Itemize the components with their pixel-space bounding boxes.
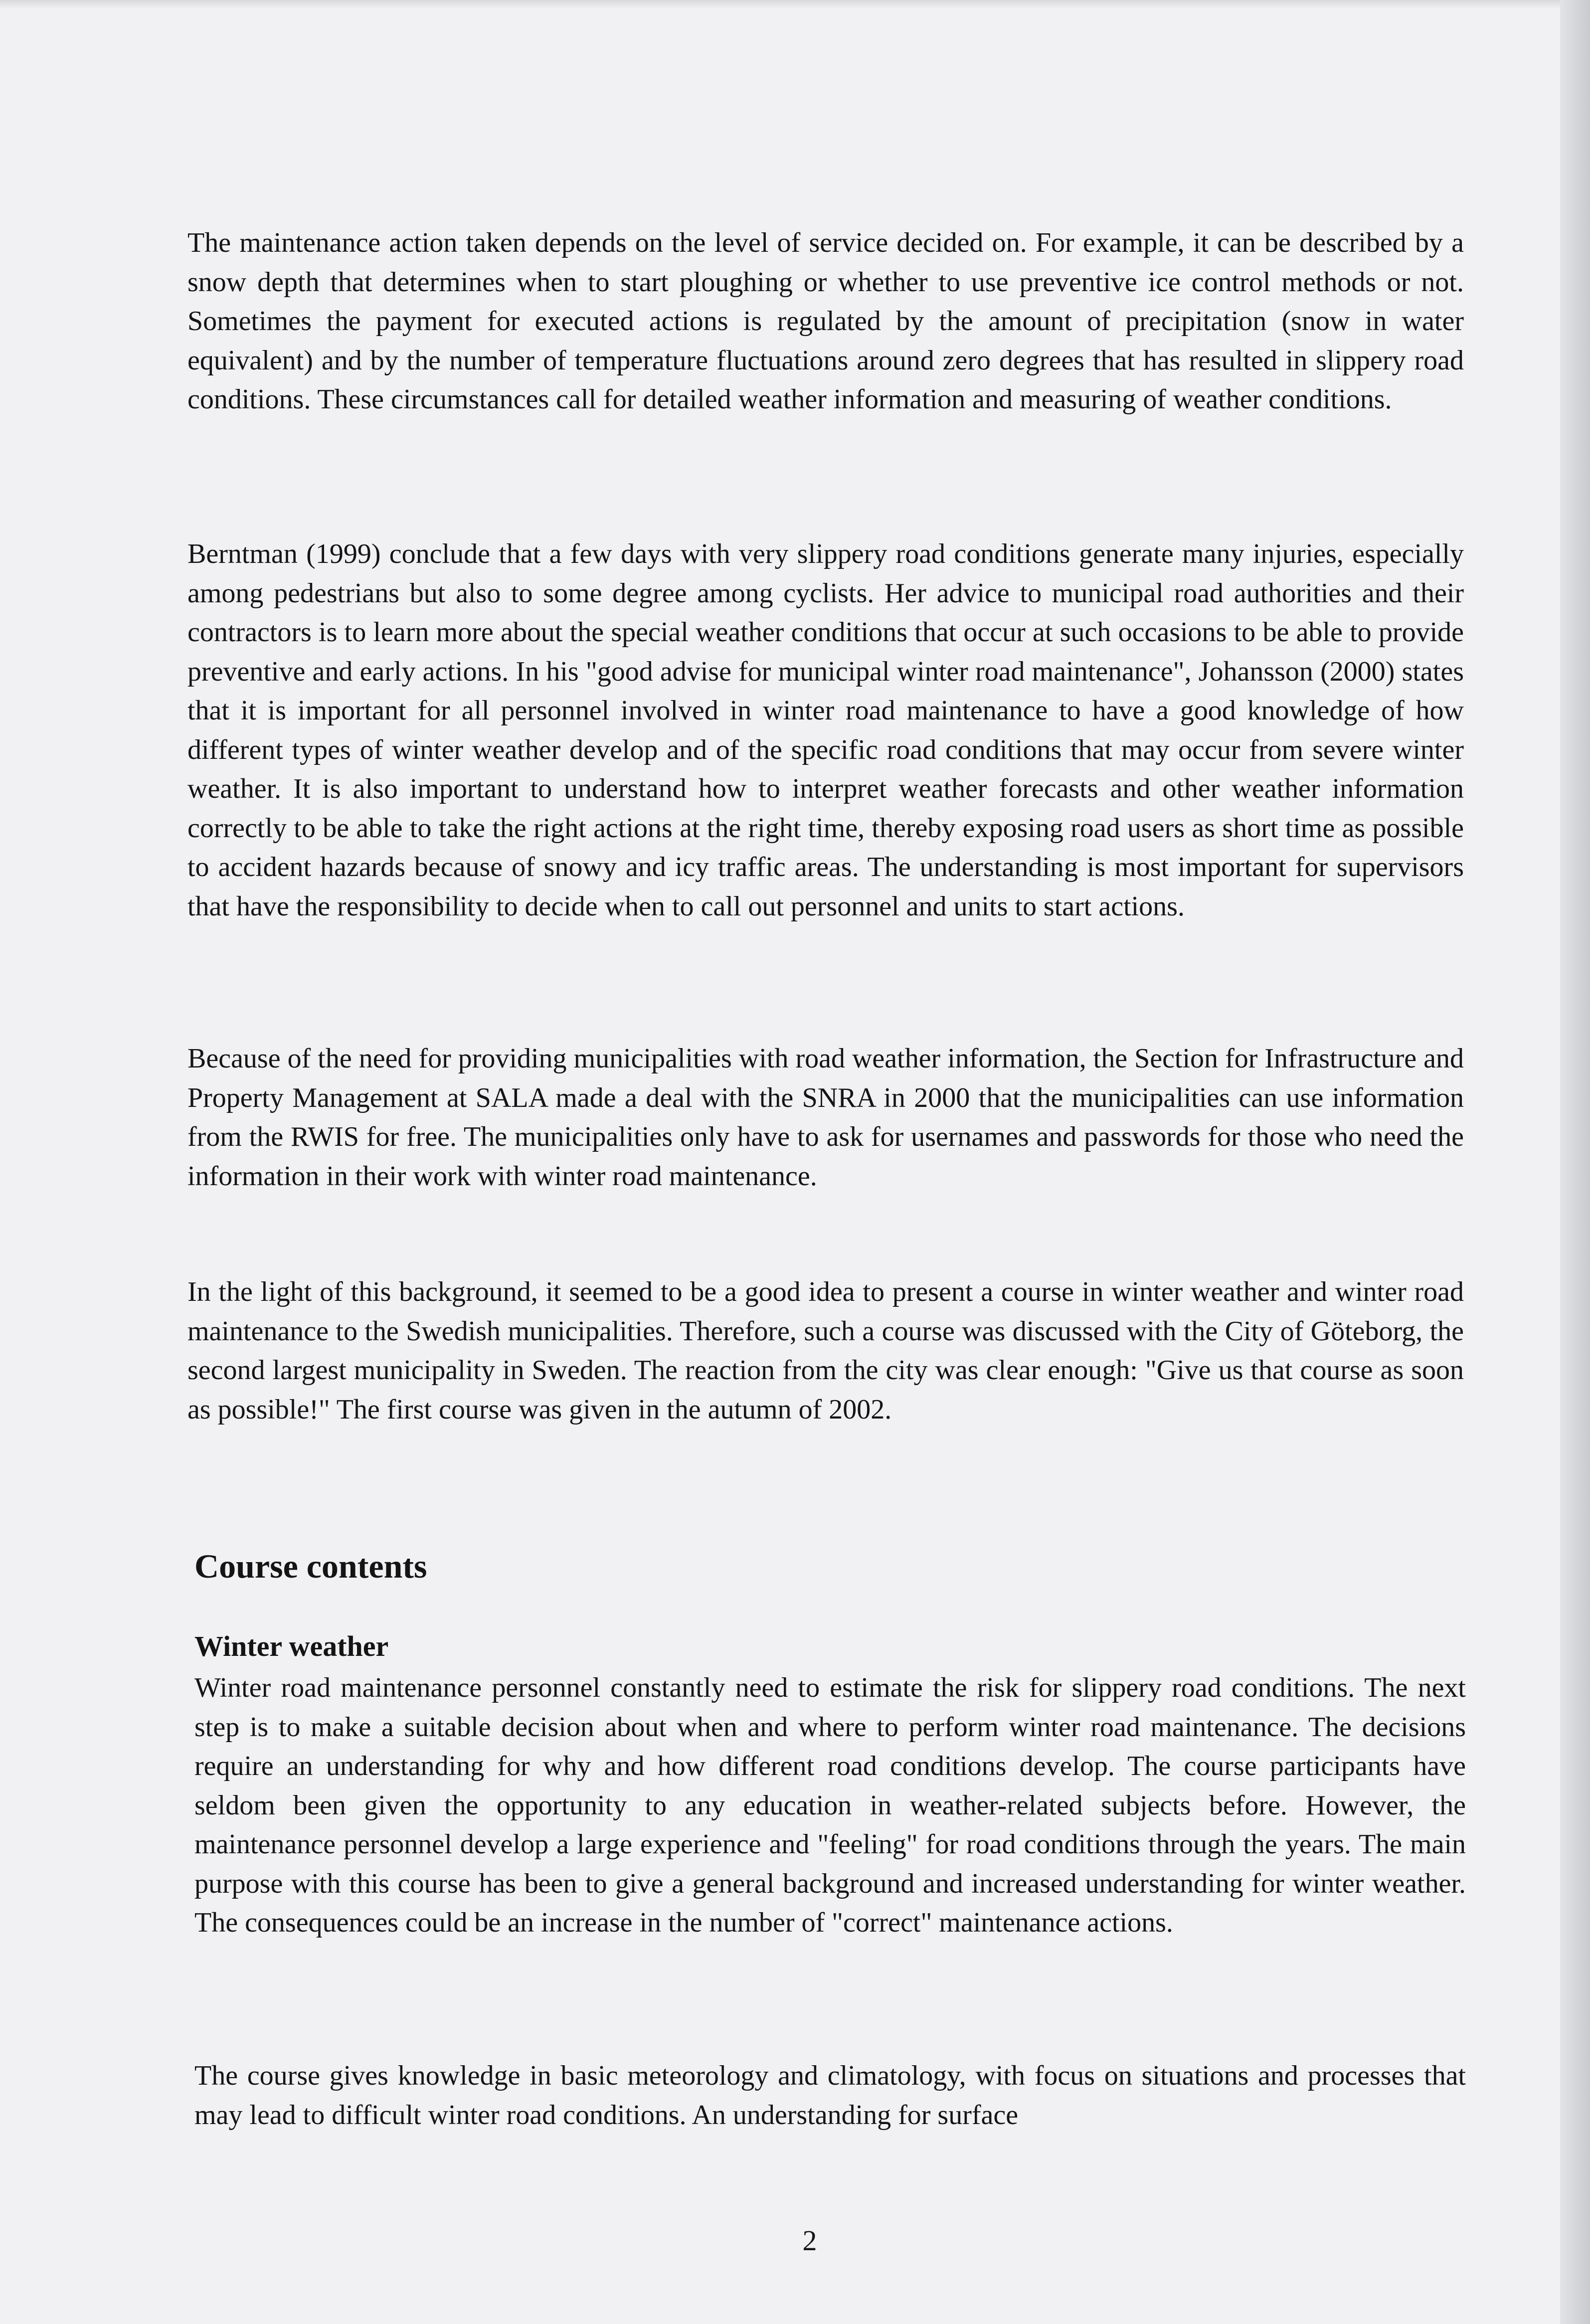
paragraph-berntman: Berntman (1999) conclude that a few days with very slippery road conditions generate many injuries, especially among pedestrians but also to some degree among cyclists. Her advice to municipal road authorities and their contractors is to learn more about the special weather conditions that occur at such occasions to be able to provide preventive and early actions. In his "good advise for municipal winter road maintenance", Johansson (2000) states that it is important for all personnel involved in winter road maintenance to have a good knowledge of how different types of winter weather develop and of the specific road conditions that may occur from severe winter weather. It is also important to understand how to interpret weather forecasts and other weather information correctly to be able to take the right actions at the right time, thereby exposing road users as short time as possible to accident hazards because of snowy and icy traffic areas. The understanding is most important for supervisors that have the responsibility to decide when to call out personnel and units to start actions. [187, 538, 1464, 922]
paragraph-course-background: In the light of this background, it seemed to be a good idea to present a course in winter weather and winter road maintenance to the Swedish municipalities. Therefore, such a course was discussed with the City of Göteborg, the second largest municipality in Sweden. The reaction from the city was clear enough: "Give us that course as soon as possible!" The first course was given in the autumn of 2002. [187, 1276, 1464, 1425]
paragraph-course-knowledge: The course gives knowledge in basic meteorology and climatology, with focus on situations and processes that may lead to difficult winter road conditions. An understanding for surface [194, 2060, 1466, 2131]
page-right-shadow [1560, 0, 1590, 2324]
page-number: 2 [802, 2224, 817, 2257]
paragraph-winter-weather: Winter road maintenance personnel constantly need to estimate the risk for slippery road conditions. The next step is to make a suitable decision about when and where to perform winter road maintenance. The decisions require an understanding for why and how different road conditions develop. The course participants have seldom been given the opportunity to any education in weather-related subjects before. However, the maintenance personnel develop a large experience and "feeling" for road conditions through the years. The main purpose with this course has been to give a general background and increased understanding for winter weather. The consequences could be an increase in the number of "correct" maintenance actions. [194, 1672, 1466, 1938]
page-top-shadow [0, 0, 1590, 9]
paragraph-road-weather-information: Because of the need for providing municipalities with road weather information, the Section for Infrastructure and Property Management at SALA made a deal with the SNRA in 2000 that the municipalities can use information from the RWIS for free. The municipalities only have to ask for usernames and passwords for those who need the information in their work with winter road maintenance. [187, 1043, 1464, 1192]
subsection-heading-winter-weather: Winter weather [194, 1630, 389, 1662]
paragraph-maintenance-action: The maintenance action taken depends on the level of service decided on. For example, it can be described by a snow depth that determines when to start ploughing or whether to use preventive ice control methods or not. Sometimes the payment for executed actions is regulated by the amount of precipitation (snow in water equivalent) and by the number of temperature fluctuations around zero degrees that has resulted in slippery road conditions. These circumstances call for detailed weather information and measuring of weather conditions. [187, 227, 1464, 415]
section-heading-course-contents: Course contents [194, 1547, 427, 1585]
